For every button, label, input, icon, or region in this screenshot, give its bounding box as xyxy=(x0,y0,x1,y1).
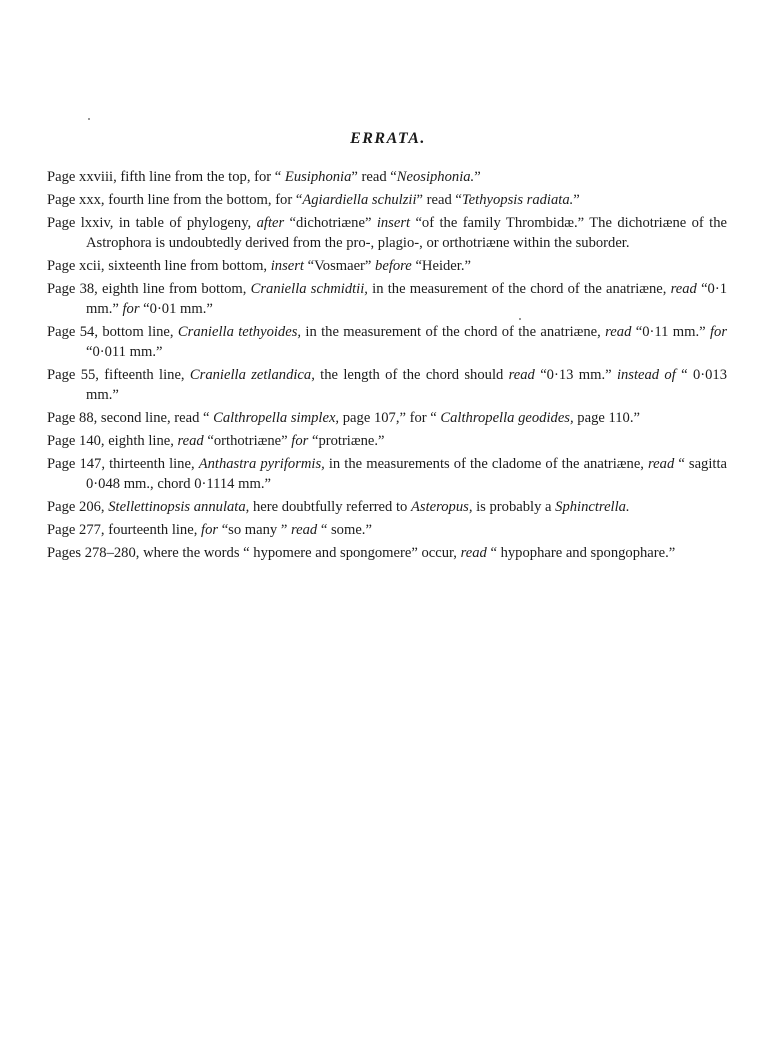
errata-italic-text: for xyxy=(201,522,219,538)
errata-text: Page 206, xyxy=(47,499,109,515)
print-speck xyxy=(88,118,90,120)
errata-text: “ hypophare and spongophare.” xyxy=(486,545,676,561)
errata-text: in the measurements of the cladome of the anatriæne, xyxy=(324,456,649,472)
errata-entry xyxy=(47,497,727,517)
errata-italic-text: read xyxy=(460,545,487,561)
errata-entry xyxy=(47,454,727,494)
errata-text: ” xyxy=(474,169,481,185)
errata-text: “ some.” xyxy=(317,522,372,538)
errata-text: “0·01 mm.” xyxy=(139,301,213,317)
errata-text: Page 38, eighth line from bottom, xyxy=(47,281,251,297)
errata-text: “0·11 mm.” xyxy=(631,324,710,340)
errata-text: “0·1 mm.” xyxy=(86,281,728,317)
errata-italic-text: Sphinctrella. xyxy=(555,499,630,515)
errata-text: “so many ” xyxy=(218,522,291,538)
errata-text: “ 0·013 mm.” xyxy=(86,367,727,403)
errata-text: “protriæne.” xyxy=(308,433,385,449)
errata-text: Page 140, eighth line, xyxy=(47,433,178,449)
errata-text: Pages 278–280, where the words “ hypomere and spongomere” occur, xyxy=(47,545,461,561)
errata-text: “orthotriæne” xyxy=(203,433,292,449)
errata-italic-text: read xyxy=(648,456,675,472)
errata-entry xyxy=(47,256,727,276)
errata-entry xyxy=(47,213,727,253)
errata-text: ” xyxy=(573,192,580,208)
errata-text: “Heider.” xyxy=(411,258,471,274)
errata-text: Page 88, second line, read “ xyxy=(47,410,214,426)
errata-text: in the measurement of the chord of the anatriæne, xyxy=(367,281,671,297)
errata-text: Page 277, fourteenth line, xyxy=(47,522,202,538)
errata-italic-text: read xyxy=(605,324,632,340)
errata-text: “0·13 mm.” xyxy=(534,367,617,383)
errata-entry xyxy=(47,322,727,362)
errata-italic-text: insert xyxy=(376,215,411,231)
errata-text: Page 55, fifteenth line, xyxy=(47,367,190,383)
errata-text: “ sagitta 0·048 mm., chord 0·1114 mm.” xyxy=(86,456,727,492)
errata-text: here doubtfully referred to xyxy=(249,499,411,515)
errata-italic-text: instead of xyxy=(616,367,676,383)
errata-italic-text: read xyxy=(291,522,318,538)
errata-text: Page 54, bottom line, xyxy=(47,324,178,340)
errata-text: is probably a xyxy=(472,499,556,515)
errata-italic-text: Calthropella geodides, xyxy=(440,410,574,426)
errata-italic-text: Asteropus, xyxy=(410,499,473,515)
errata-text: page 107,” for “ xyxy=(339,410,441,426)
errata-text: Page 147, thirteenth line, xyxy=(47,456,199,472)
errata-text: ” read “ xyxy=(416,192,462,208)
errata-italic-text: Craniella schmidtii, xyxy=(250,281,368,297)
errata-italic-text: insert xyxy=(270,258,304,274)
errata-italic-text: Craniella tethyoides, xyxy=(177,324,302,340)
errata-text: in the measurement of the chord of the anatriæne, xyxy=(301,324,606,340)
errata-text: “Vosmaer” xyxy=(303,258,376,274)
errata-italic-text: Craniella zetlandica, xyxy=(189,367,315,383)
errata-text: the length of the chord should xyxy=(314,367,509,383)
errata-text: ” read “ xyxy=(351,169,397,185)
errata-italic-text: read xyxy=(508,367,535,383)
errata-entry xyxy=(47,365,727,405)
errata-entry xyxy=(47,279,727,319)
errata-italic-text: Agiardiella schulzii xyxy=(302,192,417,208)
errata-italic-text: for xyxy=(291,433,309,449)
errata-list xyxy=(47,167,727,566)
errata-text: Page xxviii, fifth line from the top, for “ xyxy=(47,169,285,185)
errata-italic-text: Eusiphonia xyxy=(284,169,352,185)
errata-text: Page xcii, sixteenth line from bottom, xyxy=(47,258,271,274)
errata-text: “of the family Thrombidæ.” The dichotriæne of the Astrophora is undoubtedly derived from the pro-, plagio-, or orthotriæne within the suborder. xyxy=(86,215,728,251)
errata-italic-text: read xyxy=(670,281,697,297)
errata-italic-text: Calthropella simplex, xyxy=(213,410,340,426)
errata-text: page 110.” xyxy=(573,410,640,426)
errata-italic-text: Neosiphonia. xyxy=(396,169,475,185)
errata-entry xyxy=(47,543,727,563)
errata-italic-text: for xyxy=(709,324,727,340)
errata-italic-text: after xyxy=(256,215,285,231)
errata-italic-text: Stellettinopsis annulata, xyxy=(108,499,250,515)
errata-italic-text: Tethyopsis radiata. xyxy=(461,192,574,208)
errata-text: Page xxx, fourth line from the bottom, for “ xyxy=(47,192,303,208)
errata-text: “dichotriæne” xyxy=(284,215,377,231)
errata-entry xyxy=(47,167,727,187)
errata-italic-text: for xyxy=(122,301,140,317)
errata-entry xyxy=(47,431,727,451)
errata-italic-text: Anthastra pyriformis, xyxy=(198,456,325,472)
errata-italic-text: read xyxy=(177,433,204,449)
errata-entry xyxy=(47,408,727,428)
errata-entry xyxy=(47,520,727,540)
errata-text: Page lxxiv, in table of phylogeny, xyxy=(47,215,257,231)
errata-italic-text: before xyxy=(375,258,412,274)
page-title: ERRATA. xyxy=(350,130,426,147)
errata-entry xyxy=(47,190,727,210)
errata-text: “0·011 mm.” xyxy=(86,344,163,360)
